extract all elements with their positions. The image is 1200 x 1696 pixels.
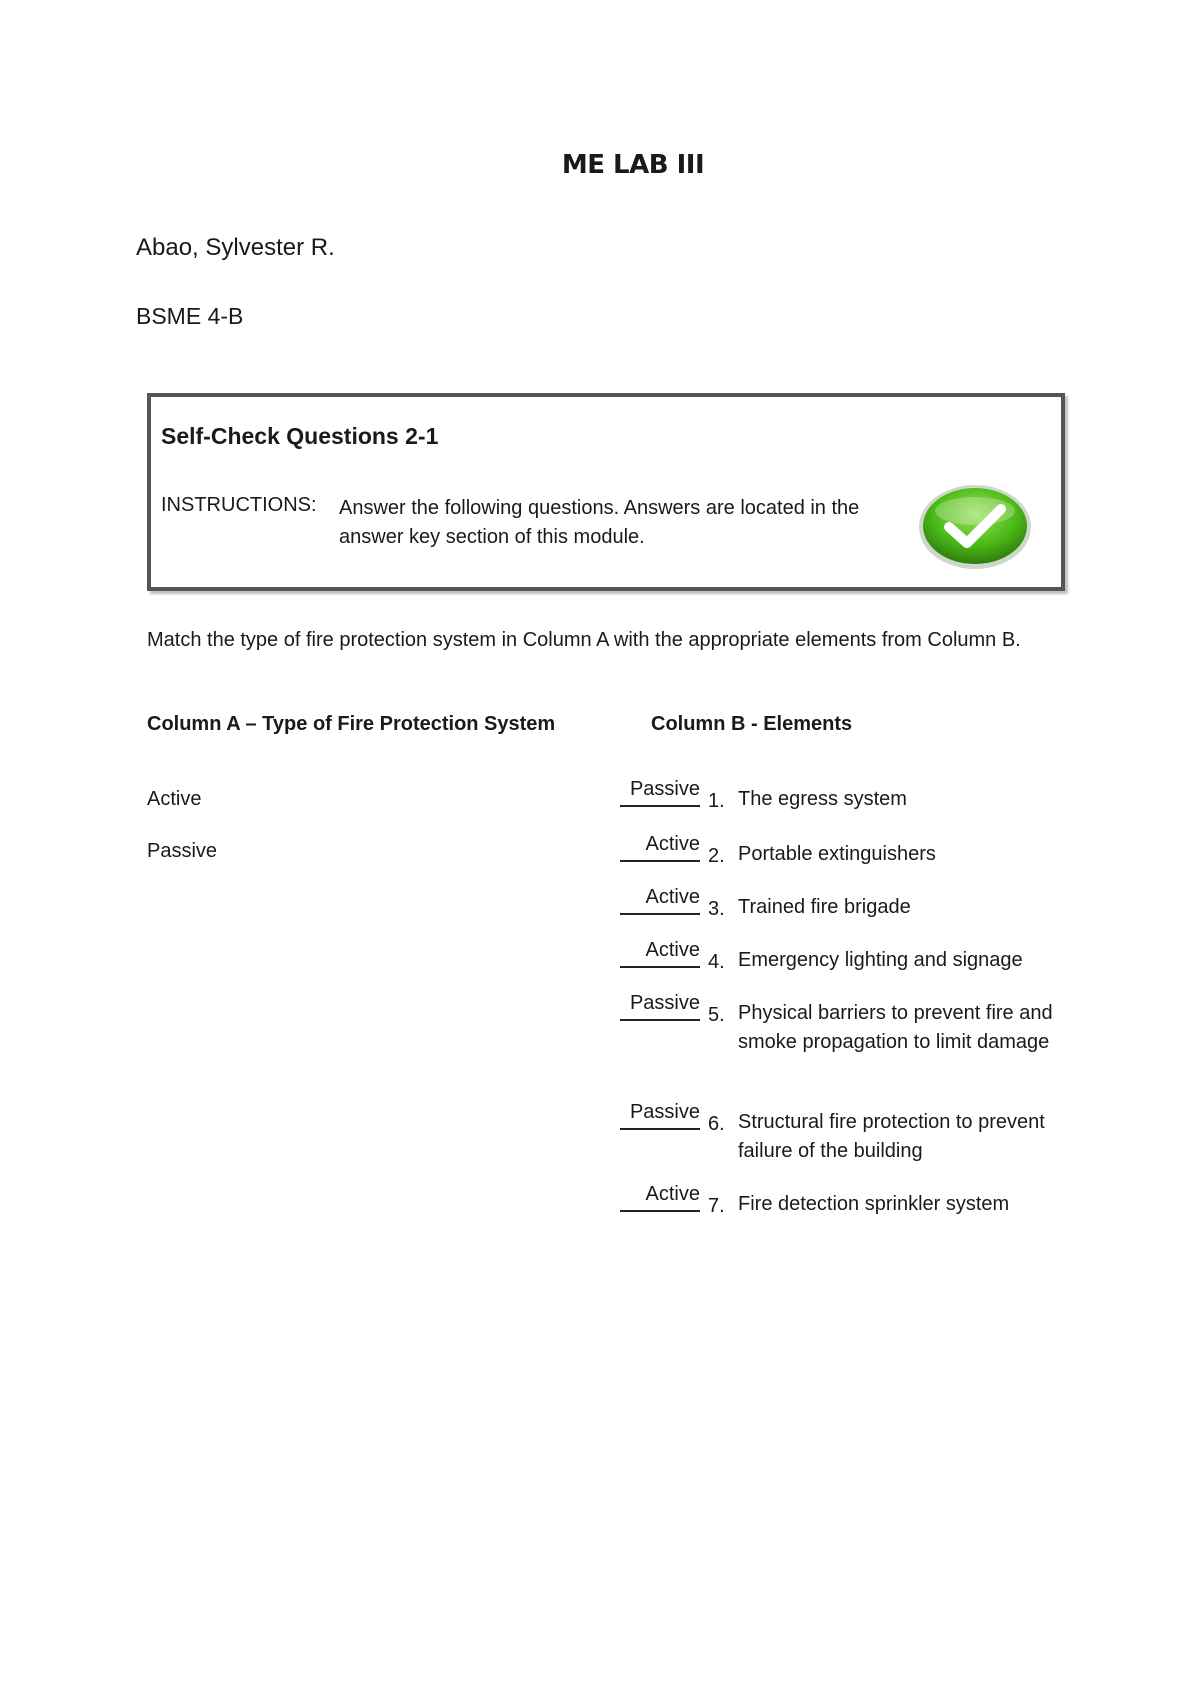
instructions-label: INSTRUCTIONS: (161, 494, 317, 516)
item-text: Trained fire brigade (738, 896, 911, 918)
item-number: 3. (708, 898, 725, 920)
column-a-header: Column A – Type of Fire Protection System (147, 713, 556, 735)
instructions-text: Answer the following questions. Answers are located in the answer key section of this module. (339, 497, 860, 548)
item-text: Portable extinguishers (738, 843, 936, 865)
item-text: Structural fire protection to prevent failure of the building (738, 1111, 1045, 1162)
item-number: 4. (708, 951, 725, 973)
item-text: Fire detection sprinkler system (738, 1193, 1010, 1215)
item-number: 2. (708, 845, 725, 867)
document-title: ME LAB III (561, 150, 705, 180)
self-check-title: Self-Check Questions 2-1 (161, 423, 439, 449)
item-text: Physical barriers to prevent fire and smoke propagation to limit damage (738, 1002, 1053, 1053)
column-a-item-passive: Passive (147, 840, 218, 862)
column-b-header: Column B - Elements (651, 713, 853, 735)
item-text: Emergency lighting and signage (738, 949, 1023, 971)
answer-blank[interactable]: Passive (620, 778, 700, 807)
item-number: 5. (708, 1004, 725, 1026)
self-check-box (147, 393, 1065, 591)
item-number: 6. (708, 1113, 725, 1135)
student-name: Abao, Sylvester R. (136, 234, 335, 261)
matching-instruction: Match the type of fire protection system in Column A with the appropriate elements from Column B. (147, 629, 1021, 651)
column-a-item-active: Active (147, 788, 202, 810)
student-section: BSME 4-B (136, 303, 244, 329)
answer-blank[interactable]: Passive (620, 992, 700, 1021)
answer-blank[interactable]: Active (620, 833, 700, 862)
answer-blank[interactable]: Active (620, 1183, 700, 1212)
answer-blank[interactable]: Active (620, 939, 700, 968)
item-number: 1. (708, 790, 725, 812)
item-number: 7. (708, 1195, 725, 1217)
checkmark-icon (915, 481, 1035, 571)
item-text: The egress system (738, 788, 907, 810)
answer-blank[interactable]: Passive (620, 1101, 700, 1130)
answer-blank[interactable]: Active (620, 886, 700, 915)
